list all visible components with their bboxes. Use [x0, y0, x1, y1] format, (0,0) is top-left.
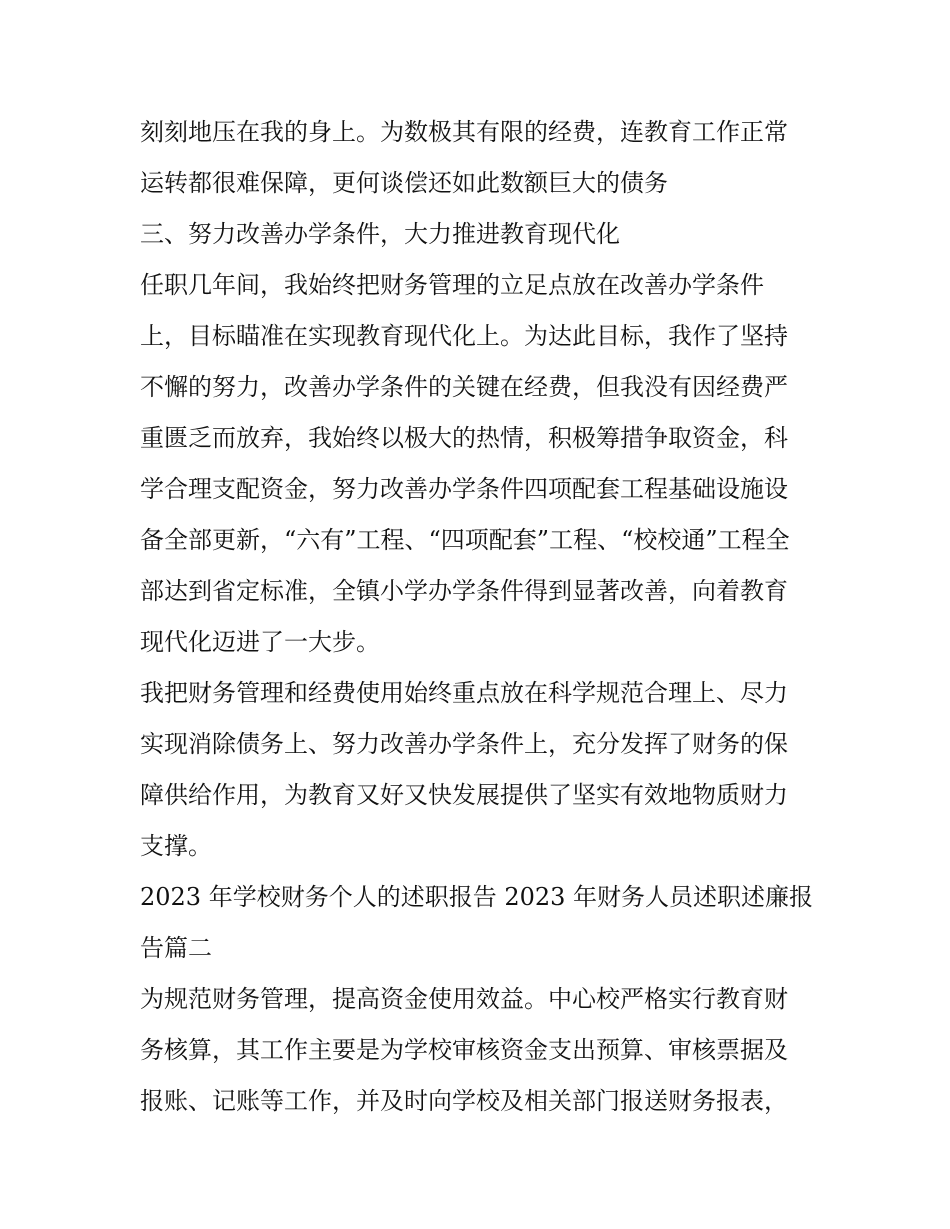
text-line: 为规范财务管理，提高资金使用效益。中心校严格实行教育财	[140, 985, 788, 1013]
text-line: 任职几年间，我始终把财务管理的立足点放在改善办学条件	[140, 271, 764, 299]
text-line: 务核算，其工作主要是为学校审核资金支出预算、审核票据及	[140, 1036, 788, 1064]
text-line: 支撑。	[140, 832, 212, 860]
text-line: 实现消除债务上、努力改善办学条件上，充分发挥了财务的保	[140, 730, 788, 758]
text-line: 上，目标瞄准在实现教育现代化上。为达此目标，我作了坚持	[140, 322, 788, 350]
text-line: 部达到省定标准，全镇小学办学条件得到显著改善，向着教育	[140, 577, 788, 605]
text-line: 我把财务管理和经费使用始终重点放在科学规范合理上、尽力	[140, 679, 788, 707]
text-line: 运转都很难保障，更何谈偿还如此数额巨大的债务	[140, 169, 668, 197]
text-line: 不懈的努力，改善办学条件的关键在经费，但我没有因经费严	[140, 373, 788, 401]
report-title-line: 告篇二	[140, 934, 212, 962]
text-line: 重匮乏而放弃，我始终以极大的热情，积极筹措争取资金，科	[140, 424, 788, 452]
text-line: 学合理支配资金，努力改善办学条件四项配套工程基础设施设	[140, 475, 788, 503]
section-heading: 三、努力改善办学条件，大力推进教育现代化	[140, 220, 620, 248]
text-line: 报账、记账等工作，并及时向学校及相关部门报送财务报表，	[140, 1087, 788, 1115]
text-line: 备全部更新，“六有”工程、“四项配套”工程、“校校通”工程全	[140, 526, 790, 554]
text-line: 障供给作用，为教育又好又快发展提供了坚实有效地物质财力	[140, 781, 788, 809]
text-line: 刻刻地压在我的身上。为数极其有限的经费，连教育工作正常	[140, 118, 788, 146]
document-body	[140, 107, 820, 1127]
text-line: 现代化迈进了一大步。	[140, 628, 380, 656]
report-title-line: 2023 年学校财务个人的述职报告 2023 年财务人员述职述廉报	[140, 883, 814, 911]
